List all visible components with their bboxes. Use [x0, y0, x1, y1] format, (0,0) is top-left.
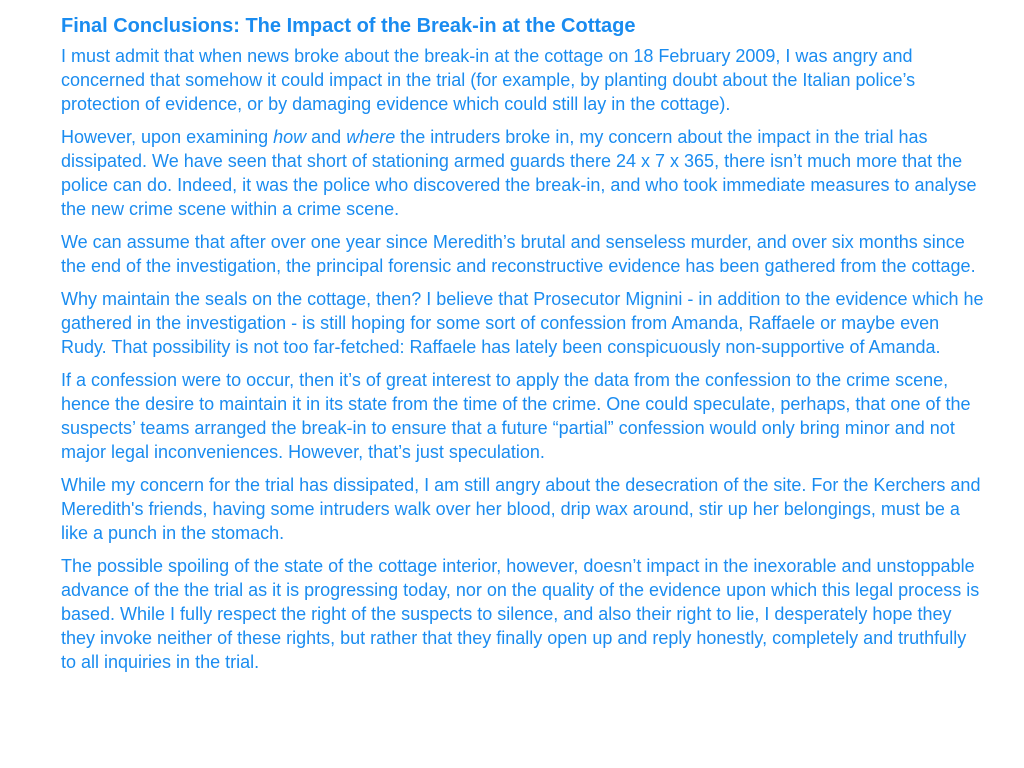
paragraph-2-lead: However, upon examining [61, 127, 274, 147]
paragraph-2-mid: and [306, 127, 347, 147]
paragraph-5: If a confession were to occur, then it’s of great interest to apply the data from the confession to the crime scene, hence the desire to maintain it in its state from the time of the crime. One could speculate, perhaps, that one of the suspects’ teams arranged the break-in to ensure that a future “partial” confession would only bring minor and not major legal inconveniences. However, that’s just speculation. [61, 370, 971, 462]
document-page [61, 12, 985, 674]
page-title: Final Conclusions: The Impact of the Break-in at the Cottage [61, 15, 636, 37]
emphasis-how: how [273, 127, 307, 147]
paragraph-2 [61, 125, 985, 221]
paragraph-6: While my concern for the trial has dissipated, I am still angry about the desecration of the site. For the Kerchers and Meredith's friends, having some intruders walk over her blood, drip wax around, stir up her belongings, must be a like a punch in the stomach. [61, 475, 981, 543]
emphasis-where: where [346, 127, 396, 147]
paragraph-3: We can assume that after over one year since Meredith’s brutal and senseless murder, and over six months since the end of the investigation, the principal forensic and reconstructive evidence has been gathered from the cottage. [61, 232, 976, 276]
paragraph-7: The possible spoiling of the state of the cottage interior, however, doesn’t impact in the inexorable and unstoppable advance of the the trial as it is progressing today, nor on the quality of the evidence upon which this legal process is based. While I fully respect the right of the suspects to silence, and also their right to lie, I desperately hope they they invoke neither of these rights, but rather that they finally open up and reply honestly, completely and truthfully to all inquiries in the trial. [61, 556, 980, 672]
paragraph-4: Why maintain the seals on the cottage, then? I believe that Prosecutor Mignini - in addition to the evidence which he gathered in the investigation - is still hoping for some sort of confession from Amanda, Raffaele or maybe even Rudy. That possibility is not too far-fetched: Raffaele has lately been conspicuously non-supportive of Amanda. [61, 289, 984, 357]
paragraph-2-rest: the intruders broke in, my concern about the impact in the trial has dissipated. We have seen that short of stationing armed guards there 24 x 7 x 365, there isn’t much more that the police can do. Indeed, it was the police who discovered the break-in, and who took immediate measures to analyse the new crime scene within a crime scene. [61, 127, 977, 219]
paragraph-1: I must admit that when news broke about the break-in at the cottage on 18 February 2009, I was angry and concerned that somehow it could impact in the trial (for example, by planting doubt about the Italian police’s protection of evidence, or by damaging evidence which could still lay in the cottage). [61, 46, 916, 114]
